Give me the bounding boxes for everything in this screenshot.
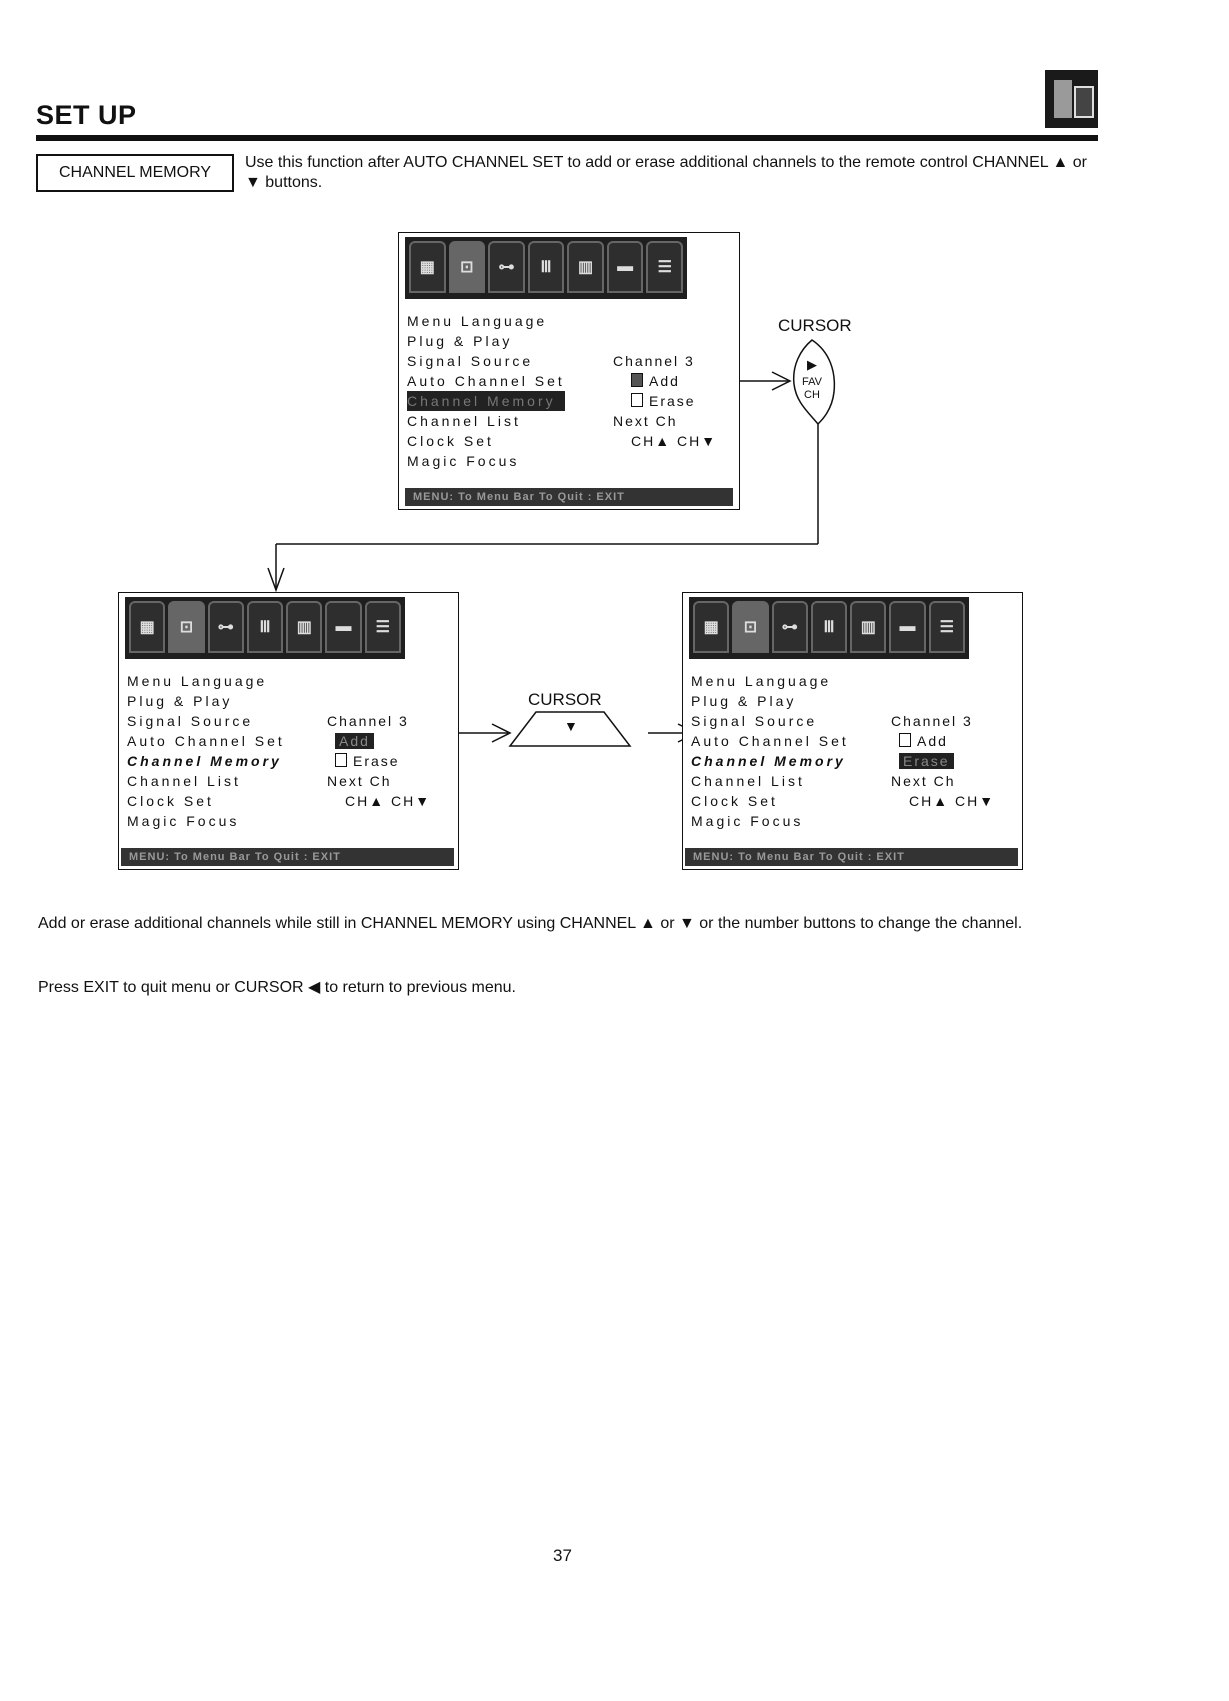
tab-icon[interactable]: ⊡ <box>732 601 768 653</box>
intro-text: Use this function after AUTO CHANNEL SET to add or erase additional channels to the remote control CHANNEL ▲ or ▼ buttons. <box>245 154 1088 191</box>
menu-item[interactable]: Channel List <box>127 773 241 789</box>
tab-icon[interactable]: ⊡ <box>168 601 204 653</box>
tab-icon[interactable]: ⊶ <box>208 601 244 653</box>
tab-icon[interactable]: ▥ <box>286 601 322 653</box>
feature-label: CHANNEL MEMORY <box>36 154 234 192</box>
fav-ch-button-line2[interactable]: CH <box>804 389 820 401</box>
menu-item[interactable]: Plug & Play <box>407 333 513 349</box>
tab-icon[interactable]: ▦ <box>129 601 165 653</box>
tab-icon[interactable]: Ⅲ <box>247 601 283 653</box>
erase-option[interactable]: Erase <box>649 393 696 409</box>
menu-item[interactable]: Plug & Play <box>691 693 797 709</box>
status-bar: MENU: To Menu Bar To Quit : EXIT <box>685 848 1018 866</box>
checkbox-icon[interactable] <box>899 733 911 747</box>
status-bar: MENU: To Menu Bar To Quit : EXIT <box>405 488 733 506</box>
instruction-paragraph: Press EXIT to quit menu or CURSOR ◀ to return to previous menu. <box>38 979 516 996</box>
menu-list <box>127 671 285 831</box>
channel-number: Channel 3 <box>613 353 695 369</box>
tab-icon[interactable]: ▦ <box>409 241 446 293</box>
menu-item[interactable]: Magic Focus <box>407 453 520 469</box>
menu-item[interactable]: Menu Language <box>407 313 548 329</box>
play-arrow-icon[interactable]: ▶ <box>807 357 817 372</box>
menu-tab-bar <box>689 597 969 659</box>
instruction-paragraph: Add or erase additional channels while still in CHANNEL MEMORY using CHANNEL ▲ or ▼ or the number buttons to change the channel. <box>38 915 1023 932</box>
menu-item[interactable]: Auto Channel Set <box>691 733 849 749</box>
add-option[interactable]: Add <box>649 373 680 389</box>
tab-icon[interactable]: ⊶ <box>488 241 525 293</box>
cursor-label: CURSOR <box>528 690 602 709</box>
menu-item[interactable]: Plug & Play <box>127 693 233 709</box>
tab-icon[interactable]: ☰ <box>365 601 401 653</box>
fav-ch-button-line1[interactable]: FAV <box>802 376 822 388</box>
menu-item[interactable]: Menu Language <box>691 673 832 689</box>
menu-item[interactable]: Signal Source <box>127 713 254 729</box>
menu-item[interactable]: Clock Set <box>691 793 778 809</box>
tab-icon[interactable]: ▬ <box>607 241 644 293</box>
ch-buttons-label: CH▲ CH▼ <box>631 433 718 449</box>
tab-icon[interactable]: ▬ <box>325 601 361 653</box>
checkbox-icon[interactable] <box>335 753 347 767</box>
erase-option[interactable]: Erase <box>353 753 400 769</box>
channel-options <box>327 711 431 811</box>
cursor-label: CURSOR <box>778 316 852 335</box>
ch-buttons-label: CH▲ CH▼ <box>345 793 432 809</box>
menu-item[interactable]: Magic Focus <box>691 813 804 829</box>
menu-item[interactable]: Signal Source <box>691 713 818 729</box>
channel-options <box>891 711 995 811</box>
menu-item[interactable]: Clock Set <box>407 433 494 449</box>
menu-item[interactable]: Signal Source <box>407 353 534 369</box>
menu-screen-right <box>682 592 1023 870</box>
tab-icon[interactable]: ▥ <box>567 241 604 293</box>
next-ch-label: Next Ch <box>327 773 392 789</box>
menu-screen-left <box>118 592 459 870</box>
tab-icon[interactable]: ☰ <box>929 601 965 653</box>
menu-item[interactable]: Magic Focus <box>127 813 240 829</box>
menu-item[interactable]: Menu Language <box>127 673 268 689</box>
menu-item[interactable]: Channel List <box>691 773 805 789</box>
add-option-selected[interactable]: Add <box>335 733 374 749</box>
erase-option-selected[interactable]: Erase <box>899 753 954 769</box>
ch-buttons-label: CH▲ CH▼ <box>909 793 996 809</box>
menu-item[interactable]: Auto Channel Set <box>407 373 565 389</box>
status-bar: MENU: To Menu Bar To Quit : EXIT <box>121 848 454 866</box>
add-option[interactable]: Add <box>917 733 948 749</box>
tab-icon[interactable]: ▦ <box>693 601 729 653</box>
channel-number: Channel 3 <box>891 713 973 729</box>
menu-item[interactable]: Auto Channel Set <box>127 733 285 749</box>
tab-icon[interactable]: ▥ <box>850 601 886 653</box>
page-number: 37 <box>553 1546 572 1565</box>
menu-item[interactable]: Channel List <box>407 413 521 429</box>
section-title: SET UP <box>36 100 137 130</box>
menu-item[interactable]: Clock Set <box>127 793 214 809</box>
tab-icon[interactable]: Ⅲ <box>811 601 847 653</box>
menu-item-selected[interactable]: Channel Memory <box>407 391 565 411</box>
next-ch-label: Next Ch <box>613 413 678 429</box>
channel-number: Channel 3 <box>327 713 409 729</box>
menu-list <box>691 671 849 831</box>
tab-icon[interactable]: ▬ <box>889 601 925 653</box>
tab-icon[interactable]: ☰ <box>646 241 683 293</box>
next-ch-label: Next Ch <box>891 773 956 789</box>
tab-icon[interactable]: ⊶ <box>772 601 808 653</box>
tab-icon[interactable]: ⊡ <box>449 241 486 293</box>
menu-item-active[interactable]: Channel Memory <box>691 753 846 769</box>
down-arrow-icon[interactable]: ▼ <box>564 718 578 734</box>
menu-item-active[interactable]: Channel Memory <box>127 753 282 769</box>
menu-tab-bar <box>125 597 405 659</box>
tab-icon[interactable]: Ⅲ <box>528 241 565 293</box>
